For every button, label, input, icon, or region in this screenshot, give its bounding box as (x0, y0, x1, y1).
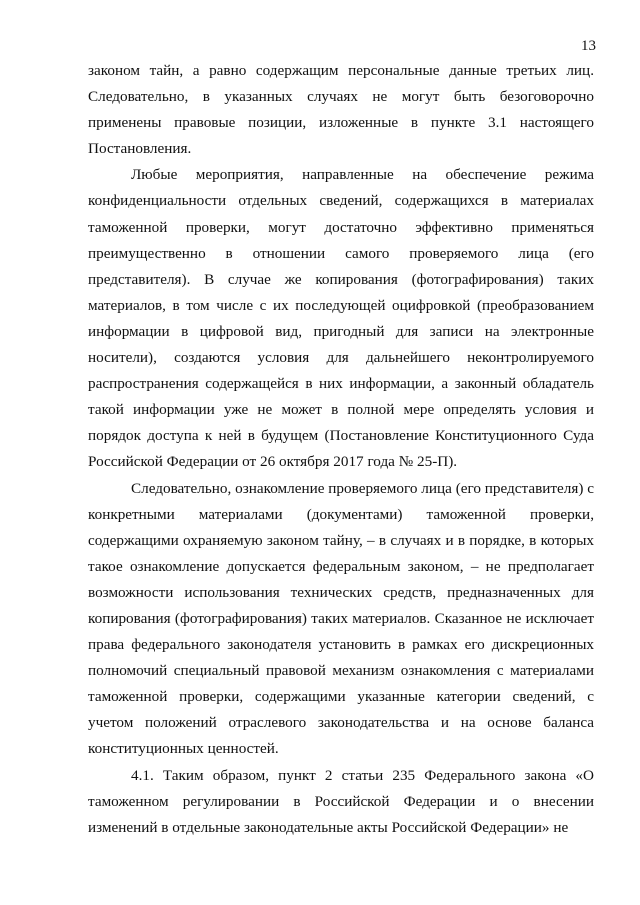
document-body (88, 58, 594, 841)
paragraph-continuation: законом тайн, а равно содержащим персональные данные третьих лиц. Следовательно, в указанных случаях не могут быть безоговорочно применены правовые позиции, изложенные в пункте 3.1 настоящего Постановления. (88, 62, 594, 158)
paragraph-confidentiality-measures: Любые мероприятия, направленные на обеспечение режима конфиденциальности отдельных сведений, содержащихся в материалах таможенной проверки, могут достаточно эффективно применяться преимущественно в отношении самого проверяемого лица (его представителя). В случае же копирования (фотографирования) таких материалов, в том числе с их последующей оцифровкой (преобразованием информации в цифровой вид, пригодный для записи на электронные носители), создаются условия для дальнейшего неконтролируемого распространения содержащейся в них информации, а законный обладатель такой информации уже не может в полной мере определять условия и порядок доступа к ней в будущем (Постановление Конституционного Суда Российской Федерации от 26 октября 2017 года № 25-П). (88, 166, 594, 471)
page-number: 13 (581, 38, 596, 54)
paragraph-4-1: 4.1. Таким образом, пункт 2 статьи 235 Федерального закона «О таможенном регулировании в Российской Федерации и о внесении изменений в отдельные законодательные акты Российской Федерации» не (88, 766, 594, 836)
paragraph-familiarization: Следовательно, ознакомление проверяемого лица (его представителя) с конкретными материалами (документами) таможенной проверки, содержащими охраняемую законом тайну, – в случаях и в порядке, в которых такое ознакомление допускается федеральным законом, – не предполагает возможности использования технических средств, предназначенных для копирования (фотографирования) таких материалов. Сказанное не исключает права федерального законодателя установить в рамках его дискреционных полномочий специальный правовой механизм ознакомления с материалами таможенной проверки, содержащими указанные категории сведений, с учетом положений отраслевого законодательства и на основе баланса конституционных ценностей. (88, 479, 594, 758)
